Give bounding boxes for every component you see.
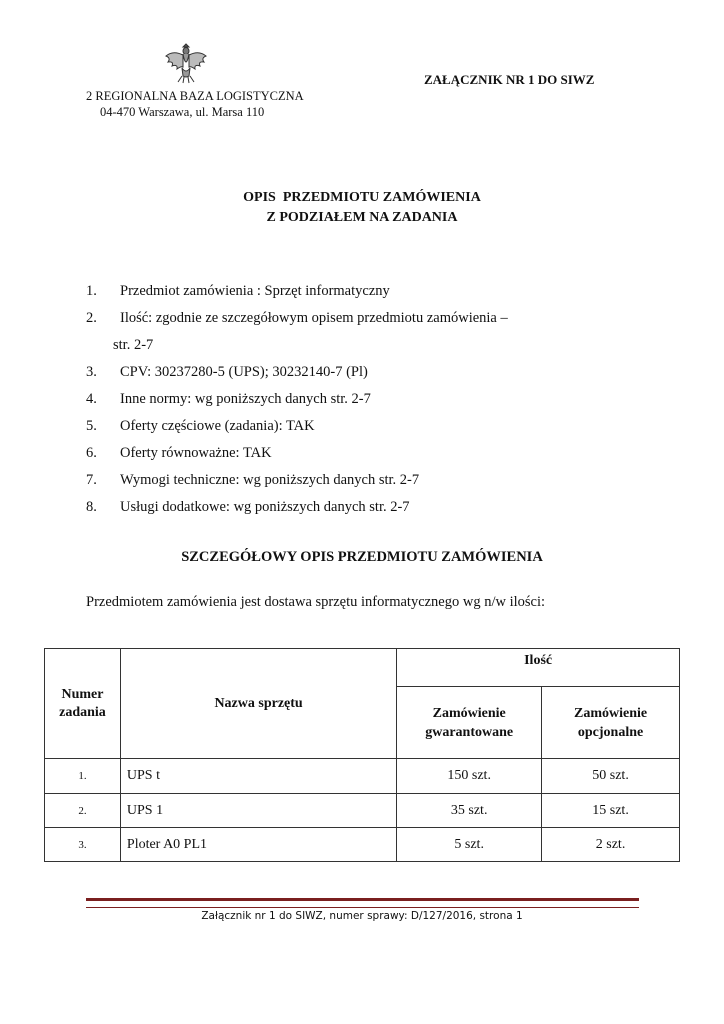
polish-eagle-icon bbox=[163, 40, 209, 86]
row-equipment: UPS t bbox=[120, 759, 396, 794]
list-item: 8. Usługi dodatkowe: wg poniższych danych str. 2-7 bbox=[86, 499, 410, 515]
table-row bbox=[45, 759, 680, 794]
row-guaranteed: 150 szt. bbox=[397, 759, 542, 794]
org-name: 2 REGIONALNA BAZA LOGISTYCZNA bbox=[86, 89, 304, 103]
row-number: 1. bbox=[45, 759, 121, 794]
footer-divider bbox=[86, 898, 639, 908]
section-title: SZCZEGÓŁOWY OPIS PRZEDMIOTU ZAMÓWIENIA bbox=[181, 549, 543, 565]
list-item-continuation: str. 2-7 bbox=[113, 337, 154, 353]
row-number: 2. bbox=[45, 794, 121, 828]
table-row bbox=[45, 794, 680, 828]
row-equipment: Ploter A0 PL1 bbox=[120, 828, 396, 862]
order-summary-list bbox=[86, 278, 646, 521]
row-optional: 15 szt. bbox=[542, 794, 680, 828]
row-optional: 50 szt. bbox=[542, 759, 680, 794]
list-item: 4. Inne normy: wg poniższych danych str. 2-7 bbox=[86, 391, 371, 407]
list-item: 3. CPV: 30237280-5 (UPS); 30232140-7 (Pl) bbox=[86, 364, 368, 380]
row-guaranteed: 5 szt. bbox=[397, 828, 542, 862]
title-line-1: OPIS PRZEDMIOTU ZAMÓWIENIA bbox=[243, 190, 481, 205]
list-item: 2. Ilość: zgodnie ze szczegółowym opisem przedmiotu zamówienia – str. 2-7 bbox=[86, 305, 646, 359]
table-row bbox=[45, 828, 680, 862]
header-task-number: Numer zadania bbox=[45, 649, 121, 759]
title-line-2: Z PODZIAŁEM NA ZADANIA bbox=[266, 210, 458, 225]
organization-address bbox=[86, 88, 304, 120]
row-guaranteed: 35 szt. bbox=[397, 794, 542, 828]
list-item: 5. Oferty częściowe (zadania): TAK bbox=[86, 418, 315, 434]
list-item: 1. Przedmiot zamówienia : Sprzęt informatyczny bbox=[86, 283, 390, 299]
equipment-table bbox=[44, 648, 680, 862]
row-equipment: UPS 1 bbox=[120, 794, 396, 828]
page-footer: Załącznik nr 1 do SIWZ, numer sprawy: D/127/2016, strona 1 bbox=[201, 910, 523, 922]
annex-label: ZAŁĄCZNIK NR 1 DO SIWZ bbox=[424, 72, 595, 87]
row-number: 3. bbox=[45, 828, 121, 862]
list-item: 7. Wymogi techniczne: wg poniższych danych str. 2-7 bbox=[86, 472, 420, 488]
header-optional: Zamówienie opcjonalne bbox=[542, 687, 680, 759]
header-guaranteed: Zamówienie gwarantowane bbox=[397, 687, 542, 759]
row-optional: 2 szt. bbox=[542, 828, 680, 862]
intro-paragraph: Przedmiotem zamówienia jest dostawa sprzętu informatycznego wg n/w ilości: bbox=[86, 594, 546, 610]
org-address: 04-470 Warszawa, ul. Marsa 110 bbox=[100, 105, 265, 119]
list-item: 6. Oferty równoważne: TAK bbox=[86, 445, 272, 461]
header-quantity: Ilość bbox=[397, 649, 680, 687]
header-equipment-name: Nazwa sprzętu bbox=[120, 649, 396, 759]
document-title bbox=[0, 188, 724, 228]
